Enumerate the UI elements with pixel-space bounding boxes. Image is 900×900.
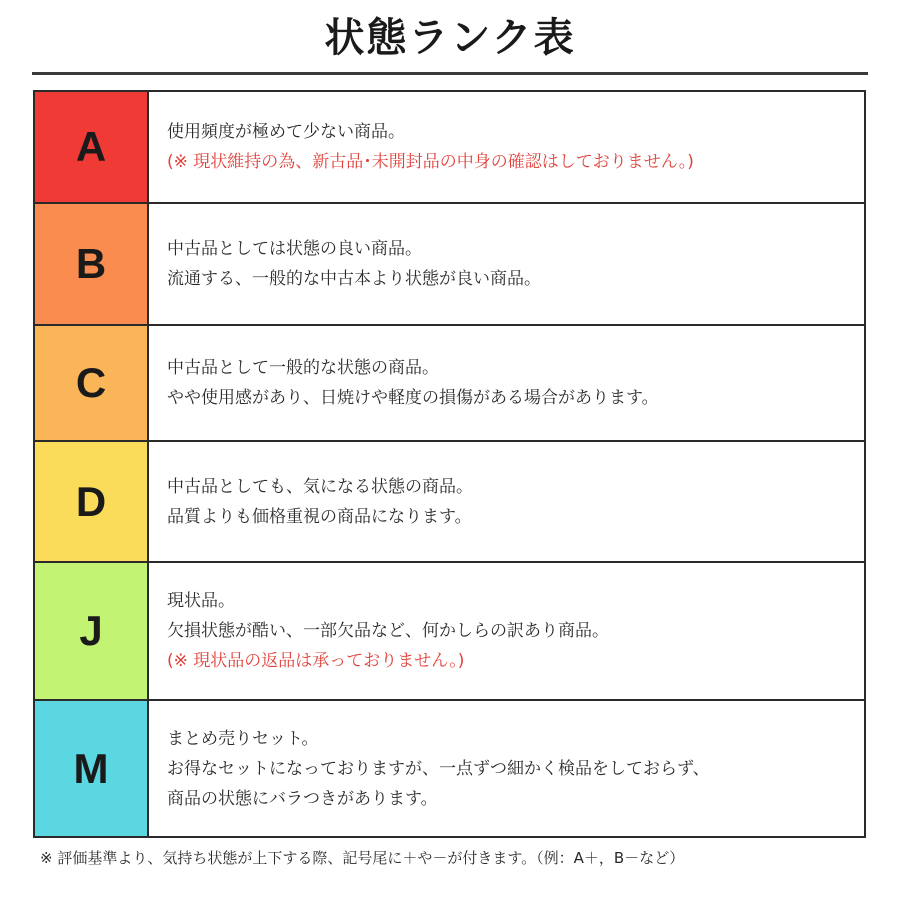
description-line: 商品の状態にバラつきがあります。	[167, 788, 438, 809]
description-line: 流通する、一般的な中古本より状態が良い商品。	[167, 269, 541, 289]
rank-description-b	[149, 204, 864, 324]
description-line: 中古品としても、気になる状態の商品。	[167, 476, 473, 497]
rank-description-d	[149, 442, 864, 561]
description-line: やや使用感があり、日焼けや軽度の損傷がある場合があります。	[167, 388, 659, 408]
rank-row-j	[35, 563, 864, 701]
rank-row-b	[35, 204, 864, 326]
rank-cell-d: D	[35, 442, 149, 561]
description-line: まとめ売りセット。	[167, 728, 319, 749]
description-line: 欠損状態が酷い、一部欠品など、何かしらの訳あり商品。	[167, 621, 609, 641]
rank-cell-m: M	[35, 701, 149, 836]
rank-cell-c: C	[35, 326, 149, 440]
description-note: (※ 現状維持の為、新古品･未開封品の中身の確認はしておりません。)	[167, 152, 694, 172]
rank-row-c	[35, 326, 864, 442]
rank-cell-b: B	[35, 204, 149, 324]
title-divider	[32, 72, 868, 75]
rank-description-m	[149, 701, 864, 836]
rank-description-c	[149, 326, 864, 440]
description-note: (※ 現状品の返品は承っておりません。)	[167, 651, 465, 671]
rank-description-a	[149, 92, 864, 202]
rank-cell-a: A	[35, 92, 149, 202]
description-line: お得なセットになっておりますが、一点ずつ細かく検品をしておらず、	[167, 758, 710, 779]
rank-row-d	[35, 442, 864, 563]
page-title: 状態ランク表	[324, 15, 576, 61]
footer-note: ※ 評価基準より、気持ち状態が上下する際、記号尾に＋や－が付きます。（例：A＋，B－など）	[40, 849, 685, 867]
description-line: 中古品としては状態の良い商品。	[167, 239, 422, 259]
description-line: 品質よりも価格重視の商品になります。	[167, 506, 472, 527]
description-line: 現状品。	[167, 591, 235, 611]
rank-cell-j: J	[35, 563, 149, 699]
description-line: 使用頻度が極めて少ない商品。	[167, 122, 405, 142]
rank-description-j	[149, 563, 864, 699]
rank-table	[33, 90, 866, 838]
rank-row-m	[35, 701, 864, 836]
description-line: 中古品として一般的な状態の商品。	[167, 358, 439, 378]
rank-row-a	[35, 92, 864, 204]
